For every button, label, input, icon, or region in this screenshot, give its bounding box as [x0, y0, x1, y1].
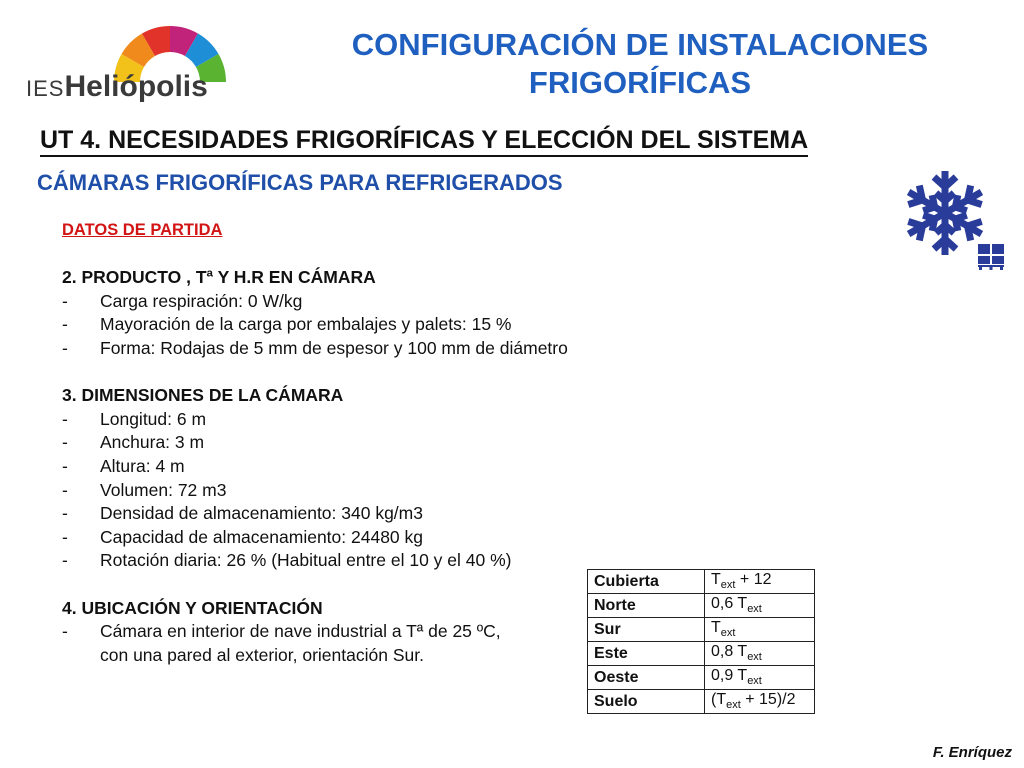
list-item: - Longitud: 6 m	[62, 408, 207, 429]
table-cell-value: 0,6 $T_{ext}$	[705, 594, 815, 618]
table-cell-label: Norte	[588, 594, 705, 618]
main-content	[62, 219, 642, 667]
section-location-title: 4. UBICACIÓN Y ORIENTACIÓN	[62, 597, 323, 618]
list-item: - Volumen: 72 m3	[62, 479, 227, 500]
list-item-continuation: con una pared al exterior, orientación Sur.	[100, 644, 424, 665]
table-row	[588, 618, 815, 642]
table-row	[588, 570, 815, 594]
table-cell-label: Este	[588, 642, 705, 666]
table-cell-label: Suelo	[588, 690, 705, 714]
table-cell-label: Cubierta	[588, 570, 705, 594]
section-subtitle: CÁMARAS FRIGORÍFICAS PARA REFRIGERADOS	[37, 170, 563, 195]
table-row	[588, 690, 815, 714]
table-cell-value: $(T_{ext} + 15)/2$	[705, 690, 815, 714]
table-row	[588, 642, 815, 666]
page-title-line-1: CONFIGURACIÓN DE INSTALACIONES	[351, 27, 929, 62]
author-footer: F. Enríquez	[932, 744, 1012, 761]
list-item: - Carga respiración: 0 W/kg	[62, 290, 303, 311]
list-item: - Capacidad de almacenamiento: 24480 kg	[62, 526, 423, 547]
table-row	[588, 594, 815, 618]
list-item: - Densidad de almacenamiento: 340 kg/m3	[62, 503, 423, 524]
page-title	[300, 26, 980, 102]
list-item: - Forma: Rodajas de 5 mm de espesor y 100 mm de diámetro	[62, 337, 568, 358]
list-item: - Cámara en interior de nave industrial a Tª de 25 ºC,	[62, 621, 501, 642]
list-item: - Anchura: 3 m	[62, 432, 205, 453]
logo-text	[26, 70, 208, 104]
logo-prefix: IES	[26, 76, 65, 101]
logo-name: Heliópolis	[64, 70, 208, 103]
list-item: - Mayoración de la carga por embalajes y palets: 15 %	[62, 314, 512, 335]
table-cell-value: 0,8 $T_{ext}$	[705, 642, 815, 666]
section-dimensions-title: 3. DIMENSIONES DE LA CÁMARA	[62, 385, 344, 406]
table-cell-label: Oeste	[588, 666, 705, 690]
table-cell-value: $T_{ext}$	[705, 618, 815, 642]
table-cell-label: Sur	[588, 618, 705, 642]
pallet-icon	[977, 242, 1005, 270]
page-title-line-2: FRIGORÍFICAS	[528, 65, 752, 100]
table-row	[588, 666, 815, 690]
unit-title: UT 4. NECESIDADES FRIGORÍFICAS Y ELECCIÓN DEL SISTEMA	[40, 126, 808, 157]
list-item: - Rotación diaria: 26 % (Habitual entre el 10 y el 40 %)	[62, 550, 512, 571]
table-cell-value: $T_{ext} + 12$	[705, 570, 815, 594]
table-cell-value: 0,9 $T_{ext}$	[705, 666, 815, 690]
temperature-table	[587, 569, 815, 714]
data-heading: DATOS DE PARTIDA	[62, 221, 223, 239]
list-item: - Altura: 4 m	[62, 455, 185, 476]
section-product-title: 2. PRODUCTO , Tª Y H.R EN CÁMARA	[62, 267, 376, 288]
